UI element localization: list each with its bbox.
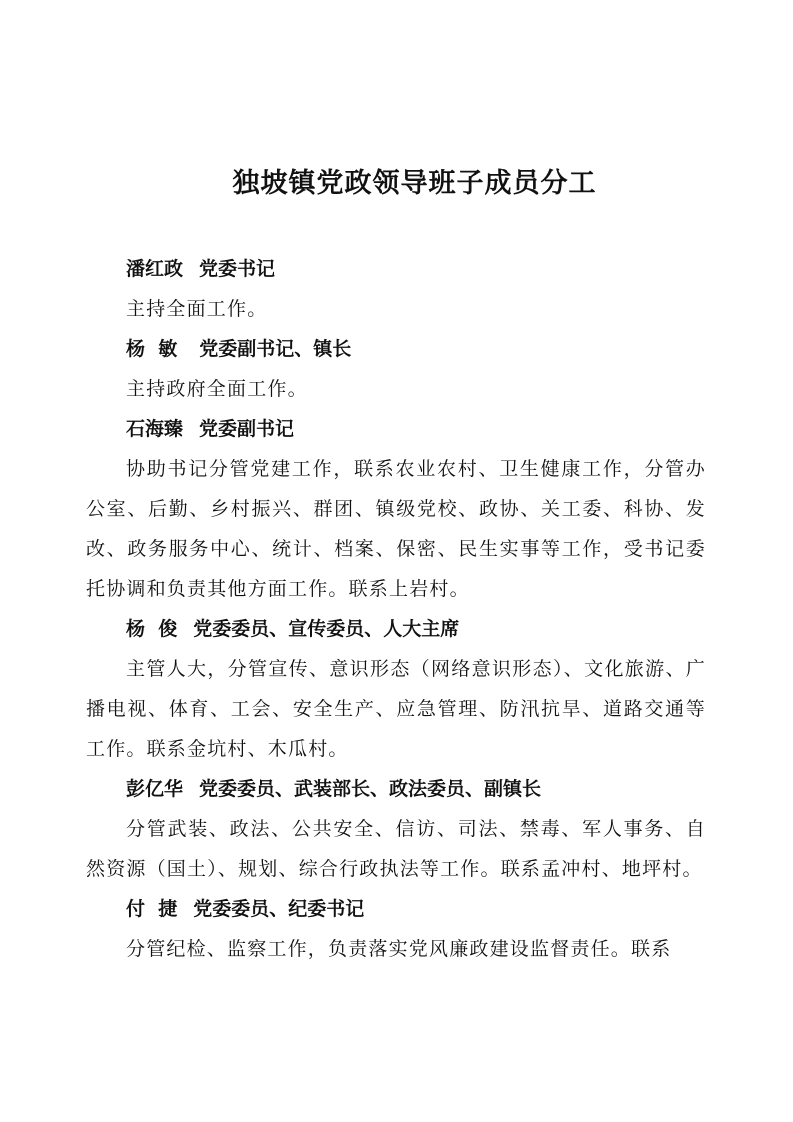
member-name: 杨 俊 [126, 618, 178, 640]
member-name: 潘红政 [126, 258, 184, 280]
member-name: 石海臻 [126, 418, 184, 440]
member-position: 党委副书记、镇长 [199, 338, 352, 360]
member-entry [86, 329, 706, 409]
member-position: 党委副书记 [199, 418, 295, 440]
document-title: 独坡镇党政领导班子成员分工 [232, 168, 597, 199]
member-duties: 分管纪检、监察工作，负责落实党风廉政建设监督责任。联系 [126, 938, 672, 960]
member-position: 党委委员、纪委书记 [193, 898, 365, 920]
member-name: 彭亿华 [126, 778, 184, 800]
member-entry [86, 249, 706, 329]
member-position: 党委书记 [199, 258, 276, 280]
member-heading [86, 409, 706, 449]
member-heading [86, 249, 706, 289]
member-heading [86, 889, 706, 929]
member-entry [86, 409, 706, 609]
member-heading [86, 609, 706, 649]
member-list [86, 249, 706, 969]
member-entry [86, 889, 706, 969]
member-duties: 分管武装、政法、公共安全、信访、司法、禁毒、军人事务、自然资源（国土）、规划、综合行政执法等工作。联系孟冲村、地坪村。 [86, 818, 706, 880]
member-position: 党委委员、武装部长、政法委员、副镇长 [199, 778, 542, 800]
member-duties: 主持全面工作。 [126, 298, 268, 320]
member-name: 杨 敏 [126, 338, 178, 360]
member-duties: 协助书记分管党建工作，联系农业农村、卫生健康工作，分管办公室、后勤、乡村振兴、群团、镇级党校、政协、关工委、科协、发改、政务服务中心、统计、档案、保密、民生实事等工作，受书记委托协调和负责其他方面工作。联系上岩村。 [86, 458, 706, 600]
member-duties: 主持政府全面工作。 [126, 378, 308, 400]
member-name: 付 捷 [126, 898, 178, 920]
member-duties: 主管人大，分管宣传、意识形态（网络意识形态）、文化旅游、广播电视、体育、工会、安全生产、应急管理、防汛抗旱、道路交通等工作。联系金坑村、木瓜村。 [86, 658, 706, 760]
member-entry [86, 609, 706, 769]
member-heading [86, 329, 706, 369]
member-heading [86, 769, 706, 809]
member-position: 党委委员、宣传委员、人大主席 [193, 618, 460, 640]
member-entry [86, 769, 706, 889]
